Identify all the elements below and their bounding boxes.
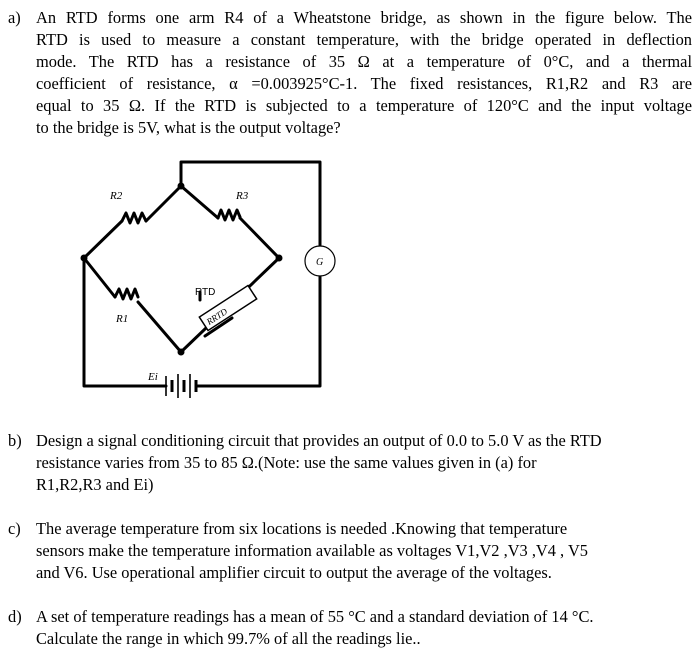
r3-label: R3 — [236, 190, 249, 202]
rrtd-label: RRTD — [204, 306, 230, 327]
question-b-text — [36, 430, 692, 496]
question-a-line-2: RTD is used to measure a constant temperature, with the bridge operated in deflection — [36, 30, 692, 49]
question-d-label: d) — [8, 607, 22, 626]
question-b-line-3: R1,R2,R3 and Ei) — [36, 475, 154, 494]
r2-label: R2 — [110, 190, 123, 202]
r1-label: R1 — [116, 313, 129, 325]
node-bottom — [178, 349, 185, 356]
question-c-line-1: The average temperature from six locations is needed .Knowing that temperature — [36, 519, 568, 538]
r2-wire — [84, 221, 122, 258]
r1-resistor — [115, 289, 138, 299]
question-c-line-3: and V6. Use operational amplifier circuit to output the average of the voltages. — [36, 563, 552, 582]
question-c-line-2: sensors make the temperature information available as voltages V1,V2 ,V3 ,V4 , V5 — [36, 541, 588, 560]
question-d-line-2: Calculate the range in which 99.7% of all the readings lie.. — [36, 629, 421, 648]
question-b-line-1: Design a signal conditioning circuit that provides an output of 0.0 to 5.0 V as the RTD — [36, 431, 602, 450]
node-right — [276, 255, 283, 262]
question-a-line-6: to the bridge is 5V, what is the output voltage? — [36, 118, 341, 137]
question-c — [0, 518, 692, 584]
question-a-line-1: An RTD forms one arm R4 of a Wheatstone bridge, as shown in the figure below. The — [36, 8, 692, 27]
question-c-label: c) — [8, 519, 21, 538]
question-b-label: b) — [8, 431, 22, 450]
node-left — [81, 255, 88, 262]
question-a-text — [36, 7, 692, 139]
question-a-line-4: coefficient of resistance, α =0.003925°C-1. The fixed resistances, R1,R2 and R3 are — [36, 74, 692, 93]
question-a — [0, 7, 692, 139]
rtd-label: RTD — [195, 287, 216, 298]
question-b — [0, 430, 692, 496]
wheatstone-bridge-diagram — [60, 150, 360, 410]
question-a-line-5: equal to 35 Ω. If the RTD is subjected to a temperature of 120°C and the input voltage — [36, 96, 692, 115]
question-a-label: a) — [8, 8, 21, 27]
question-d-text — [36, 606, 692, 650]
question-c-text — [36, 518, 692, 584]
r3-resistor — [218, 210, 240, 220]
node-top — [178, 183, 185, 190]
question-d-line-1: A set of temperature readings has a mean of 55 °C and a standard deviation of 14 °C. — [36, 607, 594, 626]
question-b-line-2: resistance varies from 35 to 85 Ω.(Note: use the same values given in (a) for — [36, 453, 537, 472]
question-d — [0, 606, 692, 650]
source-label: Ei — [148, 371, 158, 383]
r2-resistor — [122, 213, 146, 223]
question-a-line-3: mode. The RTD has a resistance of 35 Ω at a temperature of 0°C, and a thermal — [36, 52, 692, 71]
galvanometer-label: G — [316, 257, 324, 268]
